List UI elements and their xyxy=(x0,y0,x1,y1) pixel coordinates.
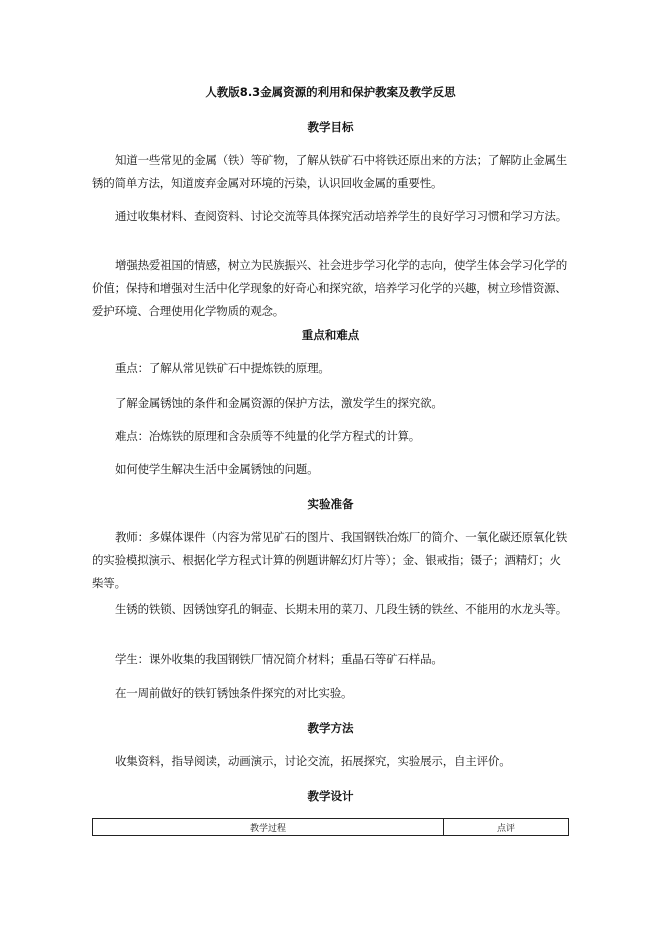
paragraph: 生锈的铁锁、因锈蚀穿孔的铜壶、长期未用的菜刀、几段生锈的铁丝、不能用的水龙头等。 xyxy=(115,602,567,616)
paragraph: 难点：冶炼铁的原理和含杂质等不纯量的化学方程式的计算。 xyxy=(115,429,421,443)
heading-teaching-goals: 教学目标 xyxy=(307,120,354,134)
paragraph: 如何使学生解决生活中金属锈蚀的问题。 xyxy=(115,462,319,476)
paragraph: 重点：了解从常见铁矿石中提炼铁的原理。 xyxy=(115,361,330,375)
paragraph: 通过收集材料、查阅资料、讨论交流等具体探究活动培养学生的良好学习习惯和学习方法。 xyxy=(115,209,567,223)
table-header-row xyxy=(93,819,569,836)
paragraph: 收集资料，指导阅读，动画演示，讨论交流，拓展探究，实验展示，自主评价。 xyxy=(115,754,511,768)
paragraph: 了解金属锈蚀的条件和金属资源的保护方法，激发学生的探究欲。 xyxy=(115,396,443,410)
heading-experiment-prep: 实验准备 xyxy=(307,497,354,511)
paragraph: 在一周前做好的铁钉锈蚀条件探究的对比实验。 xyxy=(115,686,353,700)
paragraph: 学生：课外收集的我国钢铁厂情况简介材料；重晶石等矿石样品。 xyxy=(115,652,443,666)
heading-teaching-methods: 教学方法 xyxy=(307,721,354,735)
heading-key-points: 重点和难点 xyxy=(301,328,360,342)
document-title: 人教版8.3金属资源的利用和保护教案及教学反思 xyxy=(205,85,456,99)
table-header-comment: 点评 xyxy=(444,819,569,836)
paragraph: 增强热爱祖国的情感，树立为民族振兴、社会进步学习化学的志向，使学生体会学习化学的价值；保持和增强对生活中化学现象的好奇心和探究欲，培养学习化学的兴趣，树立珍惜资源、爱护环境、合理使用化学物质的观念。 xyxy=(92,258,567,318)
table-header-process: 教学过程 xyxy=(93,819,444,836)
paragraph: 教师：多媒体课件（内容为常见矿石的图片、我国钢铁冶炼厂的简介、一氧化碳还原氧化铁的实验模拟演示、根据化学方程式计算的例题讲解幻灯片等）；金、银戒指；镊子；酒精灯；火柴等。 xyxy=(92,530,567,590)
heading-teaching-design: 教学设计 xyxy=(307,789,354,803)
paragraph: 知道一些常见的金属（铁）等矿物，了解从铁矿石中将铁还原出来的方法；了解防止金属生锈的简单方法，知道废弃金属对环境的污染，认识回收金属的重要性。 xyxy=(92,153,567,190)
teaching-design-table xyxy=(92,818,569,836)
